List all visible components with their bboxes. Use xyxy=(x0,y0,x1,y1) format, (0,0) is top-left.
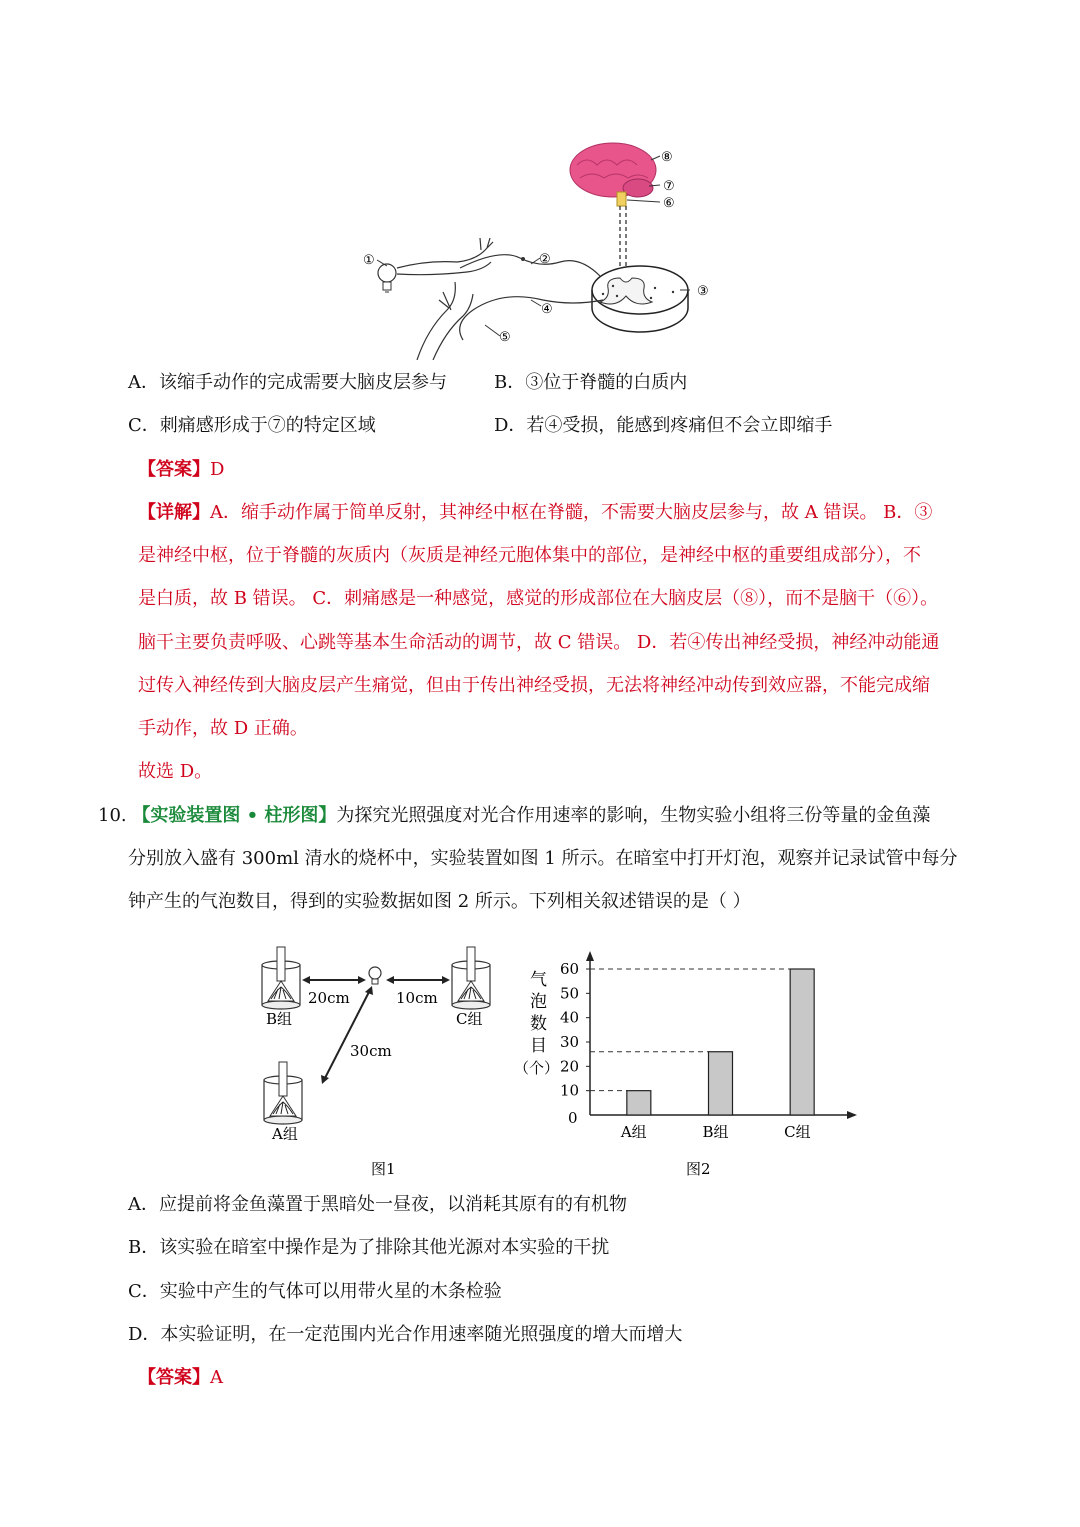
label-8: ⑧ xyxy=(661,150,673,165)
beaker-c xyxy=(452,947,490,1009)
y-tick-label: 60 xyxy=(560,960,580,978)
detail-text: A．缩手动作属于简单反射，其神经中枢在脊髓，不需要大脑皮层参与，故 A 错误。 B．③ xyxy=(210,502,933,523)
reflex-arc-diagram xyxy=(355,140,725,360)
apparatus-diagram xyxy=(250,940,500,1180)
bar-chart xyxy=(510,945,870,1180)
ylabel-char-1: 气 xyxy=(530,970,547,990)
bar-2 xyxy=(709,1052,733,1115)
answer-value: D xyxy=(210,459,225,480)
q9-option-c: C．刺痛感形成于⑦的特定区域 xyxy=(128,415,376,436)
beaker-b xyxy=(262,947,300,1009)
bulb-shape xyxy=(378,264,396,282)
stem-text: 为探究光照强度对光合作用速率的影响，生物实验小组将三份等量的金鱼藻 xyxy=(336,805,931,826)
fig2-caption: 图2 xyxy=(686,1160,711,1178)
cerebellum-shape xyxy=(623,179,653,197)
y-tick-label: 30 xyxy=(560,1033,580,1051)
q9-detail-line-5: 过传入神经传到大脑皮层产生痛觉，但由于传出神经受损，无法将神经冲动传到效应器，不能完成缩 xyxy=(138,675,930,696)
reflex-arc-figure xyxy=(355,140,725,360)
distance-a: 30cm xyxy=(350,1042,392,1060)
q9-detail-line-3: 是白质，故 B 错误。 C．刺痛感是一种感觉，感觉的形成部位在大脑皮层（⑧），而不是脑干（⑥）。 xyxy=(138,588,939,609)
ylabel-unit: （个） xyxy=(514,1059,560,1077)
q9-answer xyxy=(138,459,224,481)
label-3: ③ xyxy=(697,284,709,299)
question-tag: 【实验装置图 • 柱形图】 xyxy=(132,805,337,826)
label-1: ① xyxy=(363,253,375,268)
question-number: 10. xyxy=(98,805,127,826)
detail-tag: 【详解】 xyxy=(138,502,210,523)
q9-detail-line-6: 手动作，故 D 正确。 xyxy=(138,718,308,739)
q10-option-d: D．本实验证明，在一定范围内光合作用速率随光照强度的增大而增大 xyxy=(128,1324,683,1345)
q10-option-a: A．应提前将金鱼藻置于黑暗处一昼夜，以消耗其原有的有机物 xyxy=(128,1194,627,1215)
y-tick-label: 50 xyxy=(560,984,580,1003)
ylabel-char-4: 目 xyxy=(530,1036,547,1056)
q10-option-c: C．实验中产生的气体可以用带火星的木条检验 xyxy=(128,1281,502,1302)
answer-tag: 【答案】 xyxy=(138,459,210,480)
y-tick-label: 40 xyxy=(560,1008,580,1027)
distance-b: 20cm xyxy=(308,989,350,1007)
bar-chart-figure xyxy=(510,945,870,1180)
label-4: ④ xyxy=(541,302,553,317)
q9-option-d: D．若④受损，能感到疼痛但不会立即缩手 xyxy=(494,415,833,436)
y-axis-arrow xyxy=(586,951,594,961)
q9-option-b: B．③位于脊髓的白质内 xyxy=(494,372,688,393)
q10-stem-line-1 xyxy=(98,805,930,827)
answer-tag: 【答案】 xyxy=(138,1367,210,1388)
ylabel-char-3: 数 xyxy=(530,1014,547,1034)
y-tick-label: 10 xyxy=(560,1081,580,1100)
q10-option-b: B．该实验在暗室中操作是为了排除其他光源对本实验的干扰 xyxy=(128,1237,610,1258)
distance-c: 10cm xyxy=(396,989,438,1007)
q10-stem-line-3: 钟产生的气泡数目，得到的实验数据如图 2 所示。下列相关叙述错误的是（ ） xyxy=(128,891,751,912)
label-5: ⑤ xyxy=(499,330,511,345)
q9-option-a: A．该缩手动作的完成需要大脑皮层参与 xyxy=(128,372,447,393)
q10-answer xyxy=(138,1367,223,1389)
x-axis-arrow xyxy=(847,1111,857,1119)
label-2: ② xyxy=(539,252,551,267)
ylabel-char-2: 泡 xyxy=(530,992,547,1012)
apparatus-figure xyxy=(250,940,500,1180)
x-tick-label: C组 xyxy=(784,1123,811,1141)
bar-1 xyxy=(627,1091,651,1115)
q10-stem-line-2: 分别放入盛有 300ml 清水的烧杯中，实验装置如图 1 所示。在暗室中打开灯泡，观察并记录试管中每分 xyxy=(128,848,958,869)
y-tick-label: 0 xyxy=(568,1109,578,1127)
beaker-a xyxy=(264,1062,302,1124)
q9-detail-line-4: 脑干主要负责呼吸、心跳等基本生命活动的调节，故 C 错误。 D．若④传出神经受损，神经冲动能通 xyxy=(138,632,940,653)
label-b-group: B组 xyxy=(266,1010,293,1028)
bar-3 xyxy=(790,969,814,1115)
label-c-group: C组 xyxy=(456,1010,483,1028)
answer-value: A xyxy=(210,1367,223,1388)
fig1-caption: 图1 xyxy=(371,1160,396,1178)
y-tick-label: 20 xyxy=(560,1057,580,1076)
q9-conclusion: 故选 D。 xyxy=(138,761,213,782)
label-7: ⑦ xyxy=(663,179,675,194)
x-tick-label: A组 xyxy=(620,1123,647,1141)
x-tick-label: B组 xyxy=(702,1123,729,1141)
q9-detail-line-2: 是神经中枢，位于脊髓的灰质内（灰质是神经元胞体集中的部位，是神经中枢的重要组成部分），不 xyxy=(138,545,921,566)
label-a-group: A组 xyxy=(272,1125,298,1143)
label-6: ⑥ xyxy=(663,196,675,211)
q9-detail-line-1 xyxy=(138,502,932,524)
brainstem-shape xyxy=(617,192,626,206)
lamp-icon xyxy=(369,967,381,979)
